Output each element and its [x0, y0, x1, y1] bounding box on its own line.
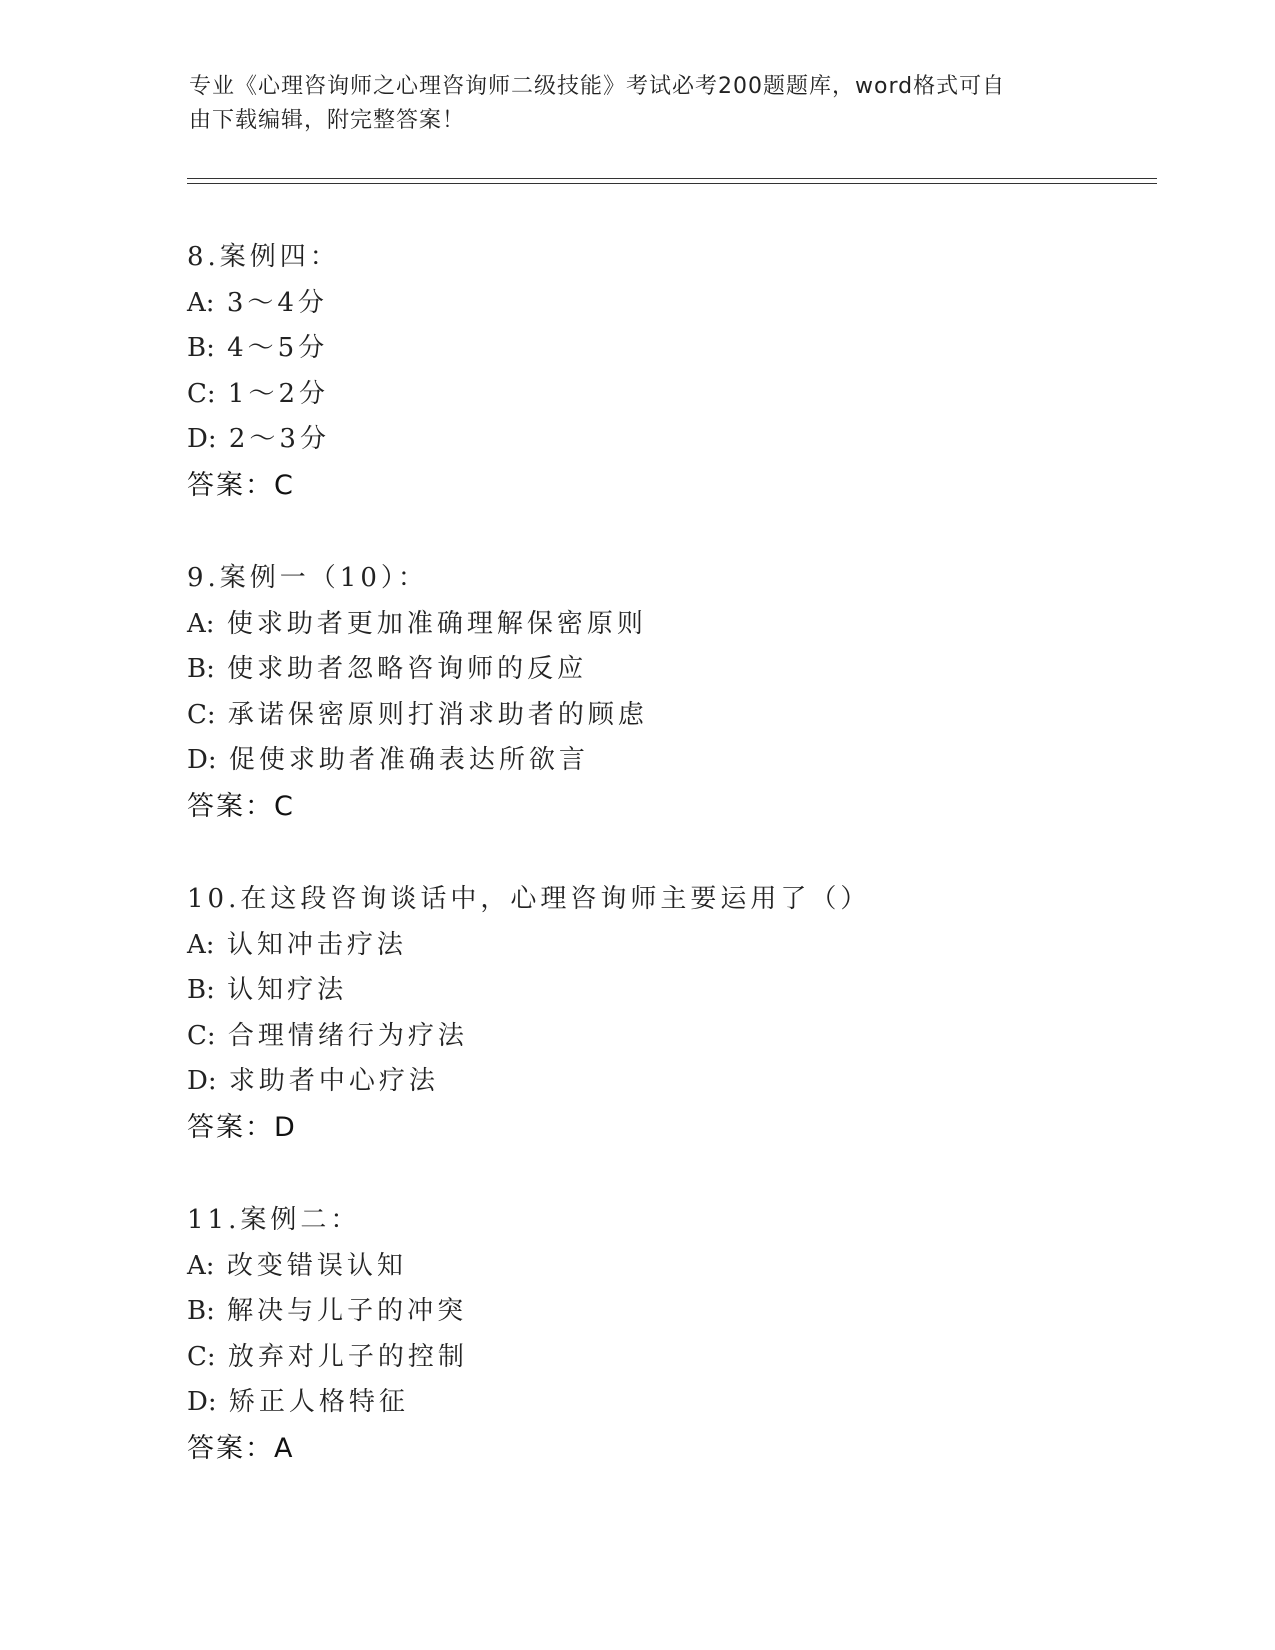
option-a — [187, 923, 1147, 969]
question-11 — [187, 1198, 1147, 1471]
option-b — [187, 1289, 1147, 1335]
option-text: 3～4分 — [226, 287, 328, 318]
option-text: 矫正人格特征 — [228, 1387, 409, 1417]
option-label: B: — [187, 975, 215, 1005]
question-list — [187, 235, 1147, 1519]
question-title: 9.案例一（10）： — [187, 563, 428, 593]
option-label: D: — [187, 745, 217, 775]
document-header — [189, 70, 1069, 138]
option-label: D: — [187, 1066, 217, 1096]
option-label: B: — [187, 654, 215, 684]
question-title: 10.在这段咨询谈话中，心理咨询师主要运用了（） — [187, 884, 871, 914]
header-divider-bottom — [187, 183, 1157, 184]
option-text: 4～5分 — [227, 333, 329, 363]
option-text: 放弃对儿子的控制 — [227, 1341, 468, 1372]
option-label: C: — [187, 378, 216, 409]
option-label: B: — [187, 333, 215, 363]
header-line-2: 由下载编辑，附完整答案！ — [189, 108, 466, 133]
option-text: 改变错误认知 — [226, 1250, 407, 1281]
header-line-1: 专业《心理咨询师之心理咨询师二级技能》考试必考200题题库，word格式可自 — [189, 74, 1006, 99]
option-text: 合理情绪行为疗法 — [227, 1020, 468, 1051]
option-b — [187, 968, 1147, 1014]
option-text: 认知冲击疗法 — [226, 929, 407, 960]
answer-line: 答案：C — [187, 790, 295, 822]
option-text: 促使求助者准确表达所欲言 — [228, 745, 589, 775]
option-label: A: — [187, 929, 215, 960]
option-label: A: — [187, 287, 215, 318]
question-10 — [187, 877, 1147, 1150]
question-title: 8.案例四： — [187, 242, 340, 272]
option-c — [187, 372, 1147, 418]
option-b — [187, 326, 1147, 372]
option-label: D: — [187, 424, 217, 454]
option-a — [187, 1244, 1147, 1290]
option-c — [187, 693, 1147, 739]
option-d — [187, 417, 1147, 463]
option-text: 使求助者忽略咨询师的反应 — [227, 654, 588, 684]
option-text: 求助者中心疗法 — [228, 1066, 439, 1096]
option-b — [187, 647, 1147, 693]
answer-line: 答案：A — [187, 1432, 295, 1464]
option-c — [187, 1335, 1147, 1381]
option-label: A: — [187, 1250, 215, 1281]
question-title: 11.案例二： — [187, 1205, 361, 1235]
option-text: 使求助者更加准确理解保密原则 — [226, 608, 647, 639]
option-label: C: — [187, 1341, 216, 1372]
option-label: B: — [187, 1296, 215, 1326]
option-a — [187, 602, 1147, 648]
option-text: 承诺保密原则打消求助者的顾虑 — [227, 699, 648, 730]
option-d — [187, 1059, 1147, 1105]
option-d — [187, 738, 1147, 784]
option-a — [187, 281, 1147, 327]
option-label: A: — [187, 608, 215, 639]
option-text: 认知疗法 — [227, 975, 348, 1005]
answer-line: 答案：D — [187, 1111, 297, 1143]
header-divider-top — [187, 178, 1157, 179]
option-text: 1～2分 — [227, 378, 330, 409]
option-label: D: — [187, 1387, 217, 1417]
option-d — [187, 1380, 1147, 1426]
option-text: 解决与儿子的冲突 — [227, 1296, 468, 1326]
answer-line: 答案：C — [187, 469, 295, 501]
question-9 — [187, 556, 1147, 829]
question-8 — [187, 235, 1147, 508]
option-text: 2～3分 — [228, 424, 330, 454]
option-c — [187, 1014, 1147, 1060]
option-label: C: — [187, 699, 216, 730]
option-label: C: — [187, 1020, 216, 1051]
